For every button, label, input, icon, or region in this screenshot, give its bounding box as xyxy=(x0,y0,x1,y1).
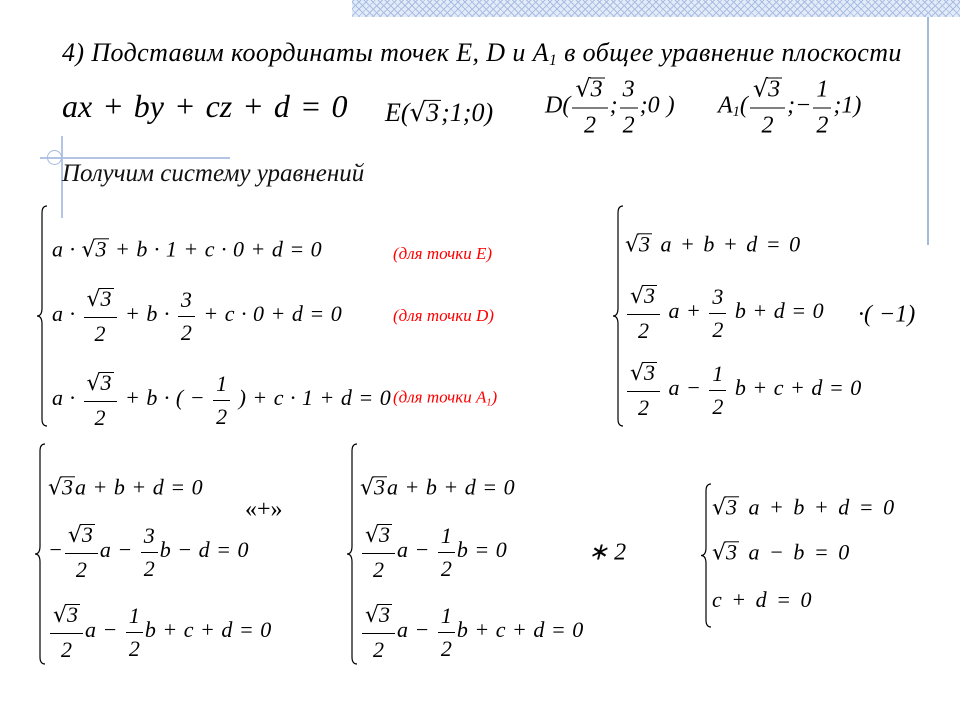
square-root xyxy=(575,74,604,103)
step-heading xyxy=(62,38,902,70)
math-text: b + c + d = 0 xyxy=(144,617,272,643)
math-text: b + d = 0 xyxy=(728,298,824,324)
fraction-denominator: 2 xyxy=(638,394,650,420)
math-text: ) + c · 1 + d = 0 xyxy=(232,385,391,411)
fraction-denominator: 2 xyxy=(373,636,385,662)
fraction-numerator: 1 xyxy=(813,74,831,108)
subtitle: Получим систему уравнений xyxy=(62,160,365,187)
square-root xyxy=(87,286,114,311)
multiplier-minus-one xyxy=(858,301,915,330)
fraction-numerator: 3 xyxy=(709,283,726,315)
math-text: + b · ( − xyxy=(118,385,212,411)
radicand: 3 xyxy=(379,602,391,627)
decor-vertical-line-right xyxy=(927,17,929,245)
fraction-denominator: 2 xyxy=(440,636,452,661)
heading-text-tail: в общее уравнение плоскости xyxy=(557,38,902,67)
fraction-numerator xyxy=(84,369,117,402)
fraction-denominator: 2 xyxy=(638,317,650,343)
system4-equation-3 xyxy=(360,601,583,663)
fraction xyxy=(213,370,230,431)
square-root xyxy=(752,74,782,103)
heading-text: 4) Подставим координаты точек E, D и A xyxy=(62,38,549,67)
math-text: a − xyxy=(85,617,124,643)
fraction-numerator xyxy=(362,521,395,554)
math-text: a − xyxy=(397,537,436,563)
radical-sign: √ xyxy=(86,287,101,312)
radical-sign: √ xyxy=(365,523,380,548)
fraction-numerator: 3 xyxy=(141,522,158,554)
fraction-numerator: 1 xyxy=(213,370,230,402)
math-text: + c · 0 + d = 0 xyxy=(196,301,342,327)
radical-sign: √ xyxy=(86,371,101,396)
radicand: 3 xyxy=(639,231,651,257)
radical-sign: √ xyxy=(67,523,82,548)
square-root xyxy=(87,370,114,395)
fraction-denominator: 2 xyxy=(712,317,724,342)
math-text: ;1) xyxy=(833,92,862,119)
system4-equation-1 xyxy=(360,474,515,501)
curly-brace-system3 xyxy=(34,443,46,665)
math-text: ;− xyxy=(787,92,812,119)
fraction-numerator: 3 xyxy=(620,74,638,108)
point-d xyxy=(545,74,675,141)
radical-sign: √ xyxy=(630,284,645,309)
radical-sign: √ xyxy=(53,603,68,628)
math-text: b − d = 0 xyxy=(159,537,249,563)
label-point-a1 xyxy=(393,388,497,409)
math-text: a + b + d = 0 xyxy=(652,231,801,257)
radical-sign: √ xyxy=(575,74,591,103)
fraction-denominator: 2 xyxy=(712,394,724,419)
fraction-numerator: 1 xyxy=(438,522,455,554)
math-text: c + d = 0 xyxy=(712,586,812,612)
fraction-numerator: 1 xyxy=(709,360,726,392)
fraction-denominator: 2 xyxy=(143,556,155,581)
curly-brace-system1 xyxy=(36,205,48,427)
square-root xyxy=(630,283,657,308)
fraction xyxy=(620,74,638,140)
fraction-denominator: 2 xyxy=(816,112,829,138)
math-text: a − b = 0 xyxy=(739,539,850,565)
system1-equation-1 xyxy=(52,236,322,263)
fraction xyxy=(84,285,117,347)
math-text: + b · xyxy=(118,301,176,327)
fraction xyxy=(572,74,607,141)
math-text: ( xyxy=(739,92,748,119)
square-root xyxy=(630,360,657,385)
subscript: 1 xyxy=(486,397,492,409)
math-text: b + c + d = 0 xyxy=(456,617,584,643)
fraction-denominator: 2 xyxy=(128,636,140,661)
radical-sign: √ xyxy=(712,495,727,521)
square-root xyxy=(360,474,387,499)
fraction xyxy=(126,602,143,663)
math-text: (для точки E) xyxy=(393,244,493,263)
radicand: 3 xyxy=(95,236,107,262)
radicand: 3 xyxy=(726,494,738,520)
fraction xyxy=(438,522,455,583)
square-root xyxy=(53,602,80,627)
radicand: 3 xyxy=(62,474,74,500)
operation-add: «+» xyxy=(245,496,283,523)
curly-brace-system4 xyxy=(346,443,358,665)
fraction xyxy=(438,602,455,663)
radicand: 3 xyxy=(726,539,738,565)
math-text: a · xyxy=(52,385,82,411)
math-text: a · xyxy=(52,236,82,262)
math-text: a − xyxy=(662,375,708,401)
math-text: a − xyxy=(99,537,139,563)
decor-ring xyxy=(47,150,62,165)
math-text: (для точки A xyxy=(393,387,487,407)
math-text: ; xyxy=(609,92,618,119)
fraction xyxy=(627,359,660,421)
radicand: 3 xyxy=(67,602,79,627)
radicand: 3 xyxy=(100,286,112,311)
square-root xyxy=(712,539,739,564)
radical-sign: √ xyxy=(409,97,427,128)
square-root xyxy=(365,522,392,547)
heading-subscript: 1 xyxy=(548,51,558,69)
fraction-numerator xyxy=(65,521,98,554)
fraction-numerator xyxy=(627,359,660,392)
math-text: b = 0 xyxy=(456,537,507,563)
fraction-numerator xyxy=(750,74,785,109)
square-root xyxy=(365,602,392,627)
system1-equation-2 xyxy=(52,285,342,347)
math-text: a + b + d = 0 xyxy=(75,474,203,500)
system3-equation-2 xyxy=(48,521,248,583)
square-root xyxy=(712,494,739,519)
fraction xyxy=(813,74,831,140)
math-text: a + xyxy=(662,298,708,324)
label-point-e xyxy=(393,244,492,264)
radicand: 3 xyxy=(100,370,112,395)
fraction-numerator: 1 xyxy=(438,602,455,634)
fraction xyxy=(65,521,98,583)
point-e xyxy=(385,97,493,129)
system4-equation-2 xyxy=(360,521,507,583)
fraction-denominator: 2 xyxy=(373,556,385,582)
fraction-denominator: 2 xyxy=(75,556,87,582)
fraction-denominator: 2 xyxy=(216,404,228,429)
radicand: 3 xyxy=(644,360,656,385)
math-text: + b · 1 + c · 0 + d = 0 xyxy=(108,236,322,262)
math-text: a + b + d = 0 xyxy=(387,474,515,500)
fraction xyxy=(750,74,785,141)
square-root xyxy=(48,474,75,499)
decor-hatch-band xyxy=(352,0,960,17)
radical-sign: √ xyxy=(630,361,645,386)
fraction-numerator: 3 xyxy=(178,286,195,318)
fraction-denominator: 2 xyxy=(94,404,106,430)
radical-sign: √ xyxy=(360,475,375,501)
radical-sign: √ xyxy=(81,237,96,263)
operation-multiply-two: ∗ 2 xyxy=(588,539,627,566)
radicand: 3 xyxy=(644,283,656,308)
fraction-numerator: 1 xyxy=(126,602,143,634)
radicand: 3 xyxy=(590,76,603,103)
math-text: ;1;0) xyxy=(441,97,494,127)
fraction xyxy=(709,360,726,421)
system1-equation-3 xyxy=(52,369,391,431)
fraction-numerator xyxy=(627,282,660,315)
math-text: (для точки D) xyxy=(393,306,494,325)
fraction-denominator: 2 xyxy=(61,636,73,662)
system5-equation-1 xyxy=(712,494,894,521)
fraction-denominator: 2 xyxy=(761,112,774,139)
fraction-denominator: 2 xyxy=(622,112,635,138)
system3-equation-3 xyxy=(48,601,271,663)
fraction-numerator xyxy=(362,601,395,634)
square-root xyxy=(625,231,652,256)
system3-equation-1 xyxy=(48,474,203,501)
math-text: ) xyxy=(491,387,498,407)
math-text: ;0 ) xyxy=(639,92,675,119)
fraction-numerator xyxy=(572,74,607,109)
fraction xyxy=(178,286,195,347)
fraction xyxy=(362,601,395,663)
point-a1 xyxy=(718,74,861,141)
fraction-numerator xyxy=(84,285,117,318)
system5-equation-3 xyxy=(712,587,811,613)
system2-equation-2 xyxy=(625,282,824,344)
fraction-numerator xyxy=(50,601,83,634)
label-point-d xyxy=(393,306,494,326)
radical-sign: √ xyxy=(365,603,380,628)
math-text: ax + by + cz + d = 0 xyxy=(62,87,348,124)
fraction xyxy=(141,522,158,583)
math-text: ·( −1) xyxy=(858,301,916,328)
fraction-denominator: 2 xyxy=(94,320,106,346)
curly-brace-system5 xyxy=(700,483,712,628)
fraction xyxy=(362,521,395,583)
math-text: a + b + d = 0 xyxy=(739,494,895,520)
square-root xyxy=(82,236,109,261)
math-text: E( xyxy=(385,97,410,127)
curly-brace-system2 xyxy=(612,205,624,427)
fraction xyxy=(709,283,726,344)
radicand: 3 xyxy=(426,97,440,127)
system2-equation-3 xyxy=(625,359,861,421)
fraction-denominator: 2 xyxy=(180,320,192,345)
radical-sign: √ xyxy=(712,540,727,566)
math-text: D( xyxy=(545,92,571,119)
math-text: a − xyxy=(397,617,436,643)
square-root xyxy=(410,98,442,127)
math-text: − xyxy=(48,537,63,563)
square-root xyxy=(68,522,95,547)
radicand: 3 xyxy=(374,474,386,500)
radical-sign: √ xyxy=(48,475,63,501)
radicand: 3 xyxy=(768,76,781,103)
math-text: b + c + d = 0 xyxy=(728,375,862,401)
system2-equation-1 xyxy=(625,231,800,258)
fraction-denominator: 2 xyxy=(583,112,596,139)
radical-sign: √ xyxy=(752,74,769,103)
fraction xyxy=(84,369,117,431)
math-text: a · xyxy=(52,301,82,327)
decor-horizontal-line xyxy=(40,157,230,159)
radical-sign: √ xyxy=(625,232,640,258)
fraction-denominator: 2 xyxy=(440,556,452,581)
radicand: 3 xyxy=(81,522,93,547)
subscript: 1 xyxy=(732,104,740,121)
plane-equation xyxy=(62,87,347,125)
system5-equation-2 xyxy=(712,539,849,566)
fraction xyxy=(627,282,660,344)
fraction xyxy=(50,601,83,663)
math-text: A xyxy=(718,92,733,119)
radicand: 3 xyxy=(379,522,391,547)
